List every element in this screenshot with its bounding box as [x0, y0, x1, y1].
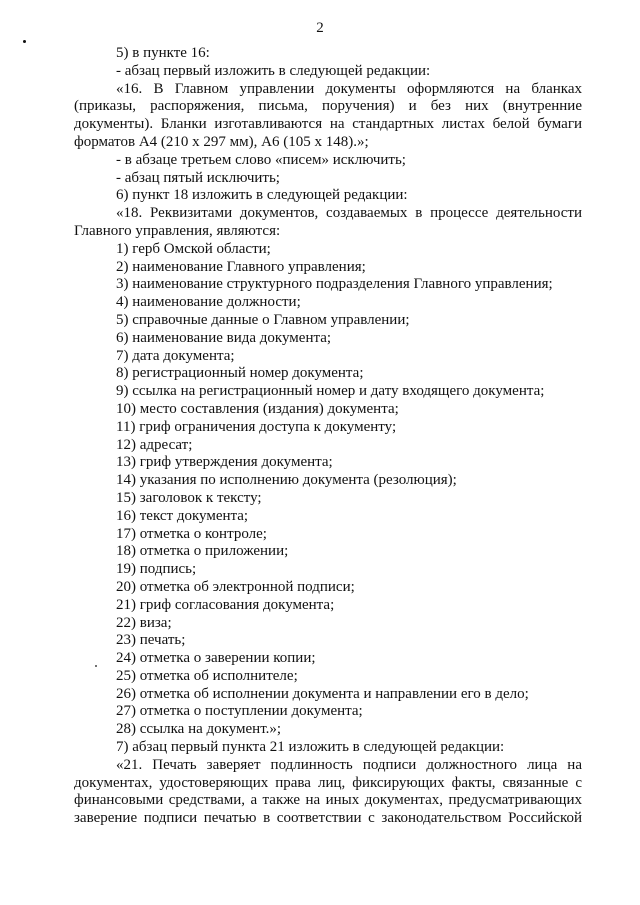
- text-line: заверение подписи печатью в соответствии с законодательством Российской: [74, 810, 582, 827]
- text-line: 21) гриф согласования документа;: [116, 596, 335, 613]
- document-body: [74, 45, 582, 828]
- text-line: 16) текст документа;: [116, 507, 249, 524]
- text-line: 12) адресат;: [116, 436, 193, 453]
- text-line: 9) ссылка на регистрационный номер и дату входящего документа;: [116, 383, 545, 400]
- text-line: 10) место составления (издания) документа;: [116, 400, 399, 417]
- text-line: 24) отметка о заверении копии;: [116, 650, 316, 667]
- text-line: 4) наименование должности;: [116, 294, 301, 311]
- text-line: 6) наименование вида документа;: [116, 329, 332, 346]
- text-line: 7) дата документа;: [116, 347, 235, 364]
- text-line: 6) пункт 18 изложить в следующей редакции:: [116, 187, 408, 204]
- text-line: 8) регистрационный номер документа;: [116, 365, 364, 382]
- text-line: - абзац первый изложить в следующей редакции:: [116, 62, 431, 79]
- text-line: 11) гриф ограничения доступа к документу;: [116, 418, 397, 435]
- text-line: 19) подпись;: [116, 561, 197, 578]
- text-line: 5) справочные данные о Главном управлении;: [116, 311, 410, 328]
- text-line: документы). Бланки изготавливаются на стандартных листах белой бумаги: [74, 116, 582, 133]
- text-line: форматов А4 (210 х 297 мм), А6 (105 х 148).»;: [74, 133, 369, 150]
- text-line: «16. В Главном управлении документы оформляются на бланках: [116, 80, 582, 97]
- text-line: 23) печать;: [116, 632, 186, 649]
- text-line: финансовыми средствами, а также на иных документах, предусматривающих: [74, 792, 582, 809]
- text-line: 20) отметка об электронной подписи;: [116, 578, 355, 595]
- text-line: 26) отметка об исполнении документа и направлении его в дело;: [116, 685, 529, 702]
- text-line: 25) отметка об исполнителе;: [116, 667, 298, 684]
- text-line: документах, удостоверяющих права лиц, фиксирующих факты, связанные с: [74, 774, 582, 791]
- text-line: - абзац пятый исключить;: [116, 169, 280, 186]
- text-line: «18. Реквизитами документов, создаваемых в процессе деятельности: [116, 205, 582, 222]
- text-line: (приказы, распоряжения, письма, поручения) и без них (внутренние: [74, 98, 582, 115]
- text-line: 7) абзац первый пункта 21 изложить в следующей редакции:: [116, 739, 505, 756]
- text-line: 18) отметка о приложении;: [116, 543, 289, 560]
- text-line: 1) герб Омской области;: [116, 240, 271, 257]
- text-line: 3) наименование структурного подразделения Главного управления;: [116, 276, 553, 293]
- text-line: 14) указания по исполнению документа (резолюция);: [116, 472, 457, 489]
- text-line: 28) ссылка на документ.»;: [116, 721, 282, 738]
- text-line: Главного управления, являются:: [74, 222, 281, 239]
- text-line: 17) отметка о контроле;: [116, 525, 267, 542]
- text-line: 15) заголовок к тексту;: [116, 489, 262, 506]
- page-number: 2: [316, 20, 324, 36]
- text-line: 13) гриф утверждения документа;: [116, 454, 333, 471]
- text-line: 5) в пункте 16:: [116, 45, 210, 61]
- text-line: «21. Печать заверяет подлинность подписи должностного лица на: [116, 756, 582, 773]
- text-line: 2) наименование Главного управления;: [116, 258, 366, 275]
- text-line: - в абзаце третьем слово «писем» исключить;: [116, 151, 406, 168]
- text-line: 27) отметка о поступлении документа;: [116, 703, 363, 720]
- scan-speck: [23, 40, 26, 43]
- text-line: 22) виза;: [116, 614, 172, 631]
